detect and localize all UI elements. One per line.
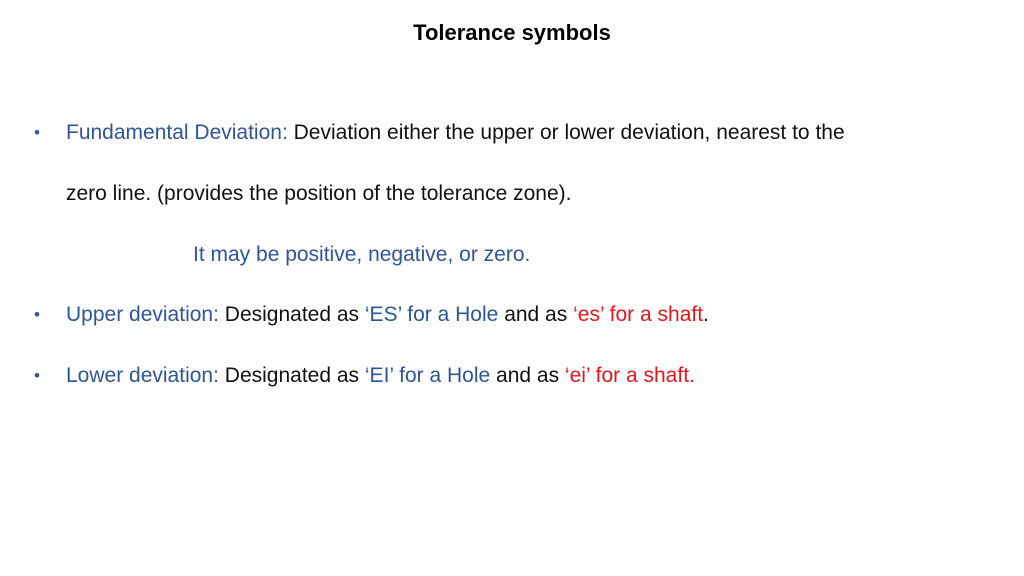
upper-deviation-designated: Designated as [224, 303, 360, 326]
bullet-lower-deviation [66, 364, 695, 388]
term-fundamental-deviation: Fundamental Deviation: [66, 121, 288, 144]
slide-title: Tolerance symbols [413, 20, 611, 45]
bullet-fundamental-deviation [66, 121, 845, 145]
bullet-marker: • [34, 305, 40, 324]
upper-deviation-hole-symbol: ‘ES’ for a Hole [364, 303, 499, 326]
lower-deviation-and-as: and as [496, 364, 560, 387]
term-upper-deviation: Upper deviation: [66, 303, 219, 326]
bullet-upper-deviation [66, 303, 709, 327]
fundamental-deviation-continuation: zero line. (provides the position of the tolerance zone). [66, 182, 572, 205]
term-lower-deviation: Lower deviation: [66, 364, 219, 387]
upper-deviation-shaft-symbol: ‘es’ for a shaft [573, 303, 704, 326]
upper-deviation-and-as: and as [504, 303, 568, 326]
bullet-marker: • [34, 366, 40, 385]
lower-deviation-hole-symbol: ‘EI’ for a Hole [364, 364, 491, 387]
lower-deviation-designated: Designated as [224, 364, 360, 387]
bullet-marker: • [34, 123, 40, 142]
fundamental-deviation-note: It may be positive, negative, or zero. [193, 243, 531, 266]
upper-deviation-period: . [703, 303, 709, 326]
fundamental-deviation-definition: Deviation either the upper or lower deviation, nearest to the [293, 121, 845, 144]
lower-deviation-shaft-symbol: ‘ei’ for a shaft. [564, 364, 695, 387]
